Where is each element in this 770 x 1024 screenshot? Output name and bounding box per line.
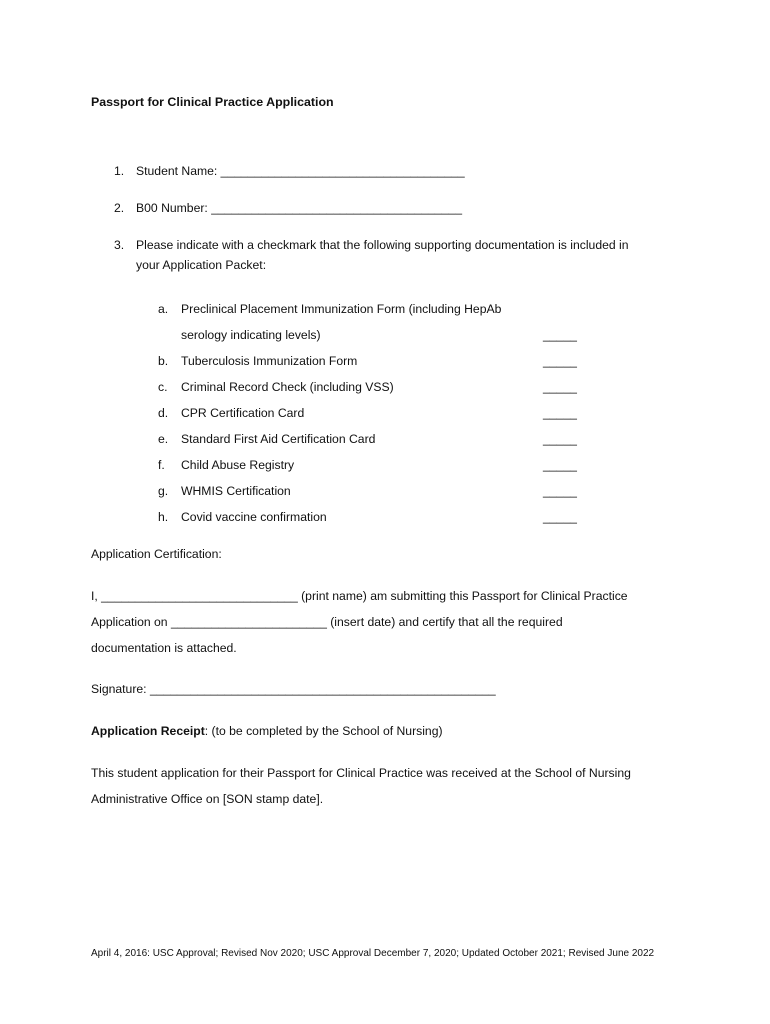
item-number-1: 1. [114, 164, 125, 178]
checklist-instruction-line2: your Application Packet: [136, 258, 267, 272]
checklist-item-f: Child Abuse Registry [181, 458, 295, 472]
checklist-instruction-line1: Please indicate with a checkmark that the following supporting documentation is included in [136, 238, 629, 252]
checkmark-blank-f[interactable]: _____ [543, 458, 577, 472]
checklist-item-c: Criminal Record Check (including VSS) [181, 380, 394, 394]
student-name-line: Student Name: ____________________________________ [136, 164, 465, 178]
certification-line1: I, _____________________________ (print name) am submitting this Passport for Clinical Practice [91, 589, 628, 603]
item-number-2: 2. [114, 201, 125, 215]
checklist-letter-c: c. [158, 380, 168, 394]
checklist-item-e: Standard First Aid Certification Card [181, 432, 376, 446]
receipt-heading [91, 724, 443, 738]
checklist-item-g: WHMIS Certification [181, 484, 291, 498]
receipt-heading-bold: Application Receipt [91, 724, 205, 738]
receipt-line1: This student application for their Passport for Clinical Practice was received at the School of Nursing [91, 766, 631, 780]
b00-number-line: B00 Number: _____________________________________ [136, 201, 462, 215]
checkmark-blank-g[interactable]: _____ [543, 484, 577, 498]
checklist-letter-e: e. [158, 432, 169, 446]
checkmark-blank-e[interactable]: _____ [543, 432, 577, 446]
checkmark-blank-a[interactable]: _____ [543, 328, 577, 342]
checklist-letter-d: d. [158, 406, 169, 420]
receipt-line2: Administrative Office on [SON stamp date]. [91, 792, 324, 806]
checklist-item-b: Tuberculosis Immunization Form [181, 354, 358, 368]
page-title: Passport for Clinical Practice Application [91, 95, 334, 109]
receipt-heading-rest: : (to be completed by the School of Nursing) [204, 724, 443, 738]
checklist-letter-b: b. [158, 354, 169, 368]
checklist-letter-g: g. [158, 484, 169, 498]
checkmark-blank-b[interactable]: _____ [543, 354, 577, 368]
checklist-item-h: Covid vaccine confirmation [181, 510, 327, 524]
checklist-item-a-line1: Preclinical Placement Immunization Form (including HepAb [181, 302, 502, 316]
certification-line2: Application on _______________________ (insert date) and certify that all the required [91, 615, 563, 629]
signature-line: Signature: ___________________________________________________ [91, 682, 496, 696]
checkmark-blank-h[interactable]: _____ [543, 510, 577, 524]
checkmark-blank-d[interactable]: _____ [543, 406, 577, 420]
checklist-item-a-line2: serology indicating levels) [181, 328, 321, 342]
revision-footer: April 4, 2016: USC Approval; Revised Nov 2020; USC Approval December 7, 2020; Updated October 2021; Revised June 2022 [91, 948, 655, 959]
checklist-letter-a: a. [158, 302, 169, 316]
item-number-3: 3. [114, 238, 125, 252]
checklist-letter-f: f. [158, 458, 165, 472]
checklist-item-d: CPR Certification Card [181, 406, 305, 420]
certification-line3: documentation is attached. [91, 641, 237, 655]
certification-heading: Application Certification: [91, 547, 222, 561]
checklist-letter-h: h. [158, 510, 169, 524]
checkmark-blank-c[interactable]: _____ [543, 380, 577, 394]
